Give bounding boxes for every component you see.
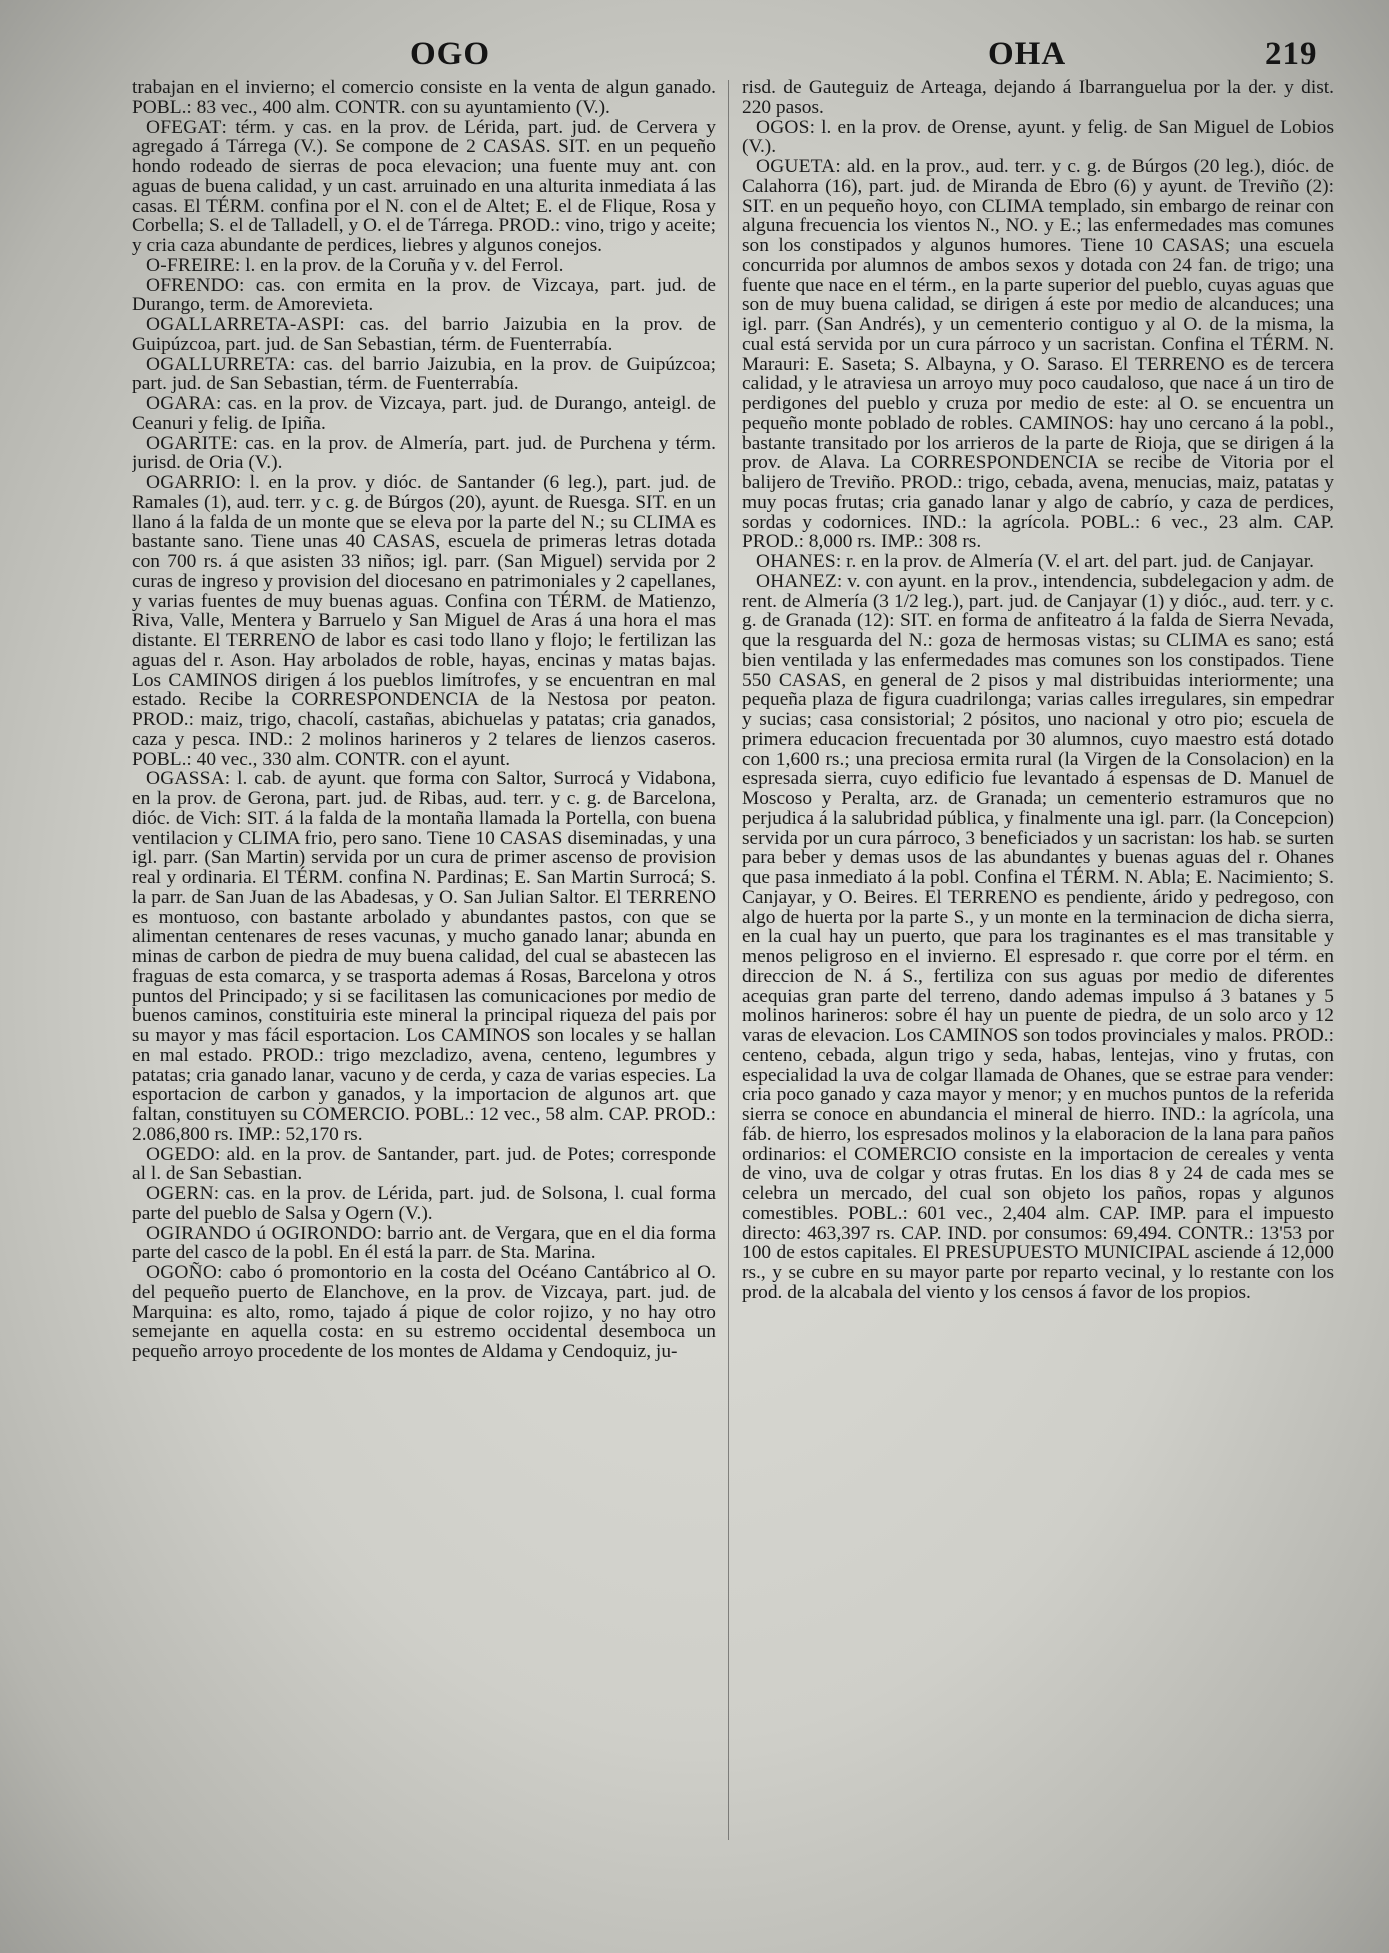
entry-headword: OHANEZ bbox=[756, 570, 837, 592]
entry-headword: OGOS bbox=[756, 116, 810, 138]
entry-text: : barrio ant. de Vergara, que en el dia forma parte del casco de la pobl. En él está la parr. de Sta. Marina. bbox=[132, 1222, 716, 1264]
running-head-right: OHA bbox=[988, 36, 1067, 72]
entry-headword: OGIRANDO ú OGIRONDO bbox=[146, 1222, 377, 1244]
dictionary-entry bbox=[132, 434, 716, 474]
dictionary-entry bbox=[742, 157, 1334, 552]
entry-text: : l. en la prov. de la Coruña y v. del Ferrol. bbox=[234, 254, 564, 276]
entry-headword: O-FREIRE bbox=[146, 254, 235, 276]
entry-text: : cas. con ermita en la prov. de Vizcaya, part. jud. de Durango, term. de Amorevieta. bbox=[132, 274, 716, 316]
entry-text: risd. de Gauteguiz de Arteaga, dejando á Ibarranguelua por la der. y dist. 220 pasos. bbox=[742, 78, 1334, 118]
dictionary-entry bbox=[132, 1224, 716, 1264]
entry-text: : cas. en la prov. de Vizcaya, part. jud. de Durango, anteigl. de Ceanuri y felig. de Ipiña. bbox=[132, 393, 716, 434]
entry-text: : cas. en la prov. de Almería, part. jud. de Purchena y térm. jurisd. de Oria (V.). bbox=[132, 432, 716, 474]
dictionary-entry bbox=[132, 355, 716, 395]
entry-text: : cas. del barrio Jaizubia, en la prov. de Guipúzcoa; part. jud. de San Sebastian, térm. de Fuenterrabía. bbox=[132, 353, 716, 395]
right-column bbox=[742, 78, 1334, 1938]
entry-headword: OGOÑO bbox=[146, 1262, 218, 1283]
dictionary-entry bbox=[132, 276, 716, 316]
entry-text: trabajan en el invierno; el comercio consiste en la venta de algun ganado. POBL.: 83 vec., 400 alm. CONTR. con su ayuntamiento (V.). bbox=[132, 78, 716, 118]
entry-text: : r. en la prov. de Almería (V. el art. del part. jud. de Canjayar. bbox=[835, 551, 1314, 572]
left-column bbox=[132, 78, 716, 1938]
dictionary-entry bbox=[132, 1145, 716, 1185]
entry-text: : cas. del barrio Jaizubia en la prov. de Guipúzcoa, part. jud. de San Sebastian, térm. de Fuenterrabía. bbox=[132, 314, 716, 355]
dictionary-entry bbox=[132, 256, 716, 276]
entry-headword: OGUETA bbox=[756, 156, 836, 177]
dictionary-entry bbox=[132, 394, 716, 434]
entry-headword: OGASSA bbox=[146, 768, 225, 790]
dictionary-entry bbox=[132, 473, 716, 769]
entry-headword: OGARA bbox=[146, 393, 216, 414]
entry-text: : térm. y cas. en la prov. de Lérida, part. jud. de Cervera y agregado á Tárrega (V.). Se compone de 2 CASAS. SIT. en un pequeño hondo rodeado de sierras de poca elevacion; una fuente muy ant. con aguas de buena calidad, y un cast. arruinado en una alturita inmediata á las casas. El TÉRM. confina por el N. con el de Altet; E. el de Flique, Rosa y Corbella; S. el de Talladell, y O. el de Tárrega. PROD.: vino, trigo y aceite; y cria caza abundante de perdices, liebres y algunos conejos. bbox=[132, 116, 716, 256]
entry-text: : cas. en la prov. de Lérida, part. jud. de Solsona, l. cual forma parte del pueblo de Salsa y Ogern (V.). bbox=[132, 1183, 716, 1224]
entry-headword: OFEGAT bbox=[146, 116, 222, 138]
page-number: 219 bbox=[1265, 36, 1318, 72]
dictionary-entry bbox=[132, 1263, 716, 1362]
dictionary-entry bbox=[132, 1184, 716, 1224]
dictionary-entry bbox=[742, 552, 1334, 572]
dictionary-entry bbox=[742, 118, 1334, 158]
continued-entry bbox=[132, 78, 716, 118]
entry-headword: OGARRIO bbox=[146, 472, 236, 493]
dictionary-entry bbox=[742, 572, 1334, 1303]
entry-headword: OGALLURRETA bbox=[146, 353, 290, 375]
continued-entry bbox=[742, 78, 1334, 118]
entry-text: : v. con ayunt. en la prov., intendencia, subdelegacion y adm. de rent. de Almería (3 1/2 leg.), part. jud. de Canjayar (1) y dióc., aud. terr. y c. g. de Granada (12): SIT. en forma de anfiteatro á la falda de Sierra Nevada, que la resguarda del N.: goza de hermosas vistas; su CLIMA es sano; está bien ventilada y las enfermedades mas comunes son los constipados. Tiene 550 CASAS, en general de 2 pisos y mal distribuidas interiormente; una pequeña plaza de figura cuadrilonga; varias calles irregulares, sin empedrar y sucias; casa consistorial; 2 pósitos, uno nacional y otro pio; escuela de primera educacion frecuentada por 30 alumnos, cuyo maestro está dotado con 1,600 rs.; una preciosa ermita rural (la Virgen de la Consolacion) en la espresada sierra, cuyo edificio fue levantado á espensas de D. Manuel de Moscoso y Peralta, arz. de Granada; un cementerio estramuros que no perjudica á la salubridad pública, y finalmente una igl. parr. (la Concepcion) servida por un cura párroco, 3 beneficiados y un sacristan: los hab. se surten para beber y demas usos de las abundantes y buenas aguas del r. Ohanes que pasa inmediato á la pobl. Confina el TÉRM. N. Abla; E. Nacimiento; S. Canjayar, y O. Beires. El TERRENO es pendiente, árido y pedregoso, con algo de huerta por la parte S., y un monte en la terminacion de dicha sierra, en la cual hay un puerto, que para los traginantes es el mas transitable y menos peligroso en el invierno. El espresado r. que corre por el térm. en direccion de N. á S., fertiliza con sus aguas por medio de diferentes acequias gran parte del terreno, dando ademas impulso á 3 batanes y 5 molinos harineros: sobre él hay un puente de piedra, de un solo arco y 12 varas de elevacion. Los CAMINOS son todos provinciales y malos. PROD.: centeno, cebada, algun trigo y seda, habas, lentejas, vino y frutas, con especialidad la uva de colgar llamada de Ohanes, que se estrae para vender: cria poco ganado y caza mayor y menor; y en muchos puntos de la referida sierra se conoce en abundancia el mineral de hierro. IND.: la agrícola, una fáb. de hierro, los espresados molinos y la elaboracion de la lana para paños ordinarios: el COMERCIO consiste en la importacion de cereales y venta de vino, uva de colgar y otras frutas. En los dias 8 y 24 de cada mes se celebra un mercado, del cual son objeto los paños, ropas y algunos comestibles. POBL.: 601 vec., 2,404 alm. CAP. IMP. para el impuesto directo: 463,397 rs. CAP. IND. por consumos: 69,494. CONTR.: 13'53 por 100 de estos capitales. El PRESUPUESTO MUNICIPAL asciende á 12,000 rs., y se cubre en su mayor parte por reparto vecinal, y lo restante con los prod. de la alcabala del viento y los censos á favor de los propios. bbox=[742, 570, 1334, 1303]
dictionary-entry bbox=[132, 315, 716, 355]
column-divider bbox=[728, 80, 729, 1840]
entry-text: : l. en la prov. de Orense, ayunt. y felig. de San Miguel de Lobios (V.). bbox=[742, 116, 1334, 158]
entry-headword: OFRENDO bbox=[146, 274, 239, 296]
entry-headword: OGEDO bbox=[146, 1143, 215, 1165]
running-head-left: OGO bbox=[410, 36, 491, 72]
entry-text: : cabo ó promontorio en la costa del Océano Cantábrico al O. del pequeño puerto de Elanchove, en la prov. de Vizcaya, part. jud. de Marquina: es alto, romo, tajado á pique de color rojizo, y no hay otro semejante en aquella costa: en su estremo occidental desemboca un pequeño arroyo procedente de los montes de Aldama y Cendoquiz, ju- bbox=[132, 1262, 716, 1362]
dictionary-entry bbox=[132, 118, 716, 256]
entry-text: : ald. en la prov., aud. terr. y c. g. de Búrgos (20 leg.), dióc. de Calahorra (16), part. jud. de Miranda de Ebro (6) y ayunt. de Treviño (2): SIT. en un pequeño hoyo, con CLIMA templado, sin embargo de reinar con alguna frecuencia los vientos N., NO. y E.; las enfermedades mas comunes son los constipados y algunos humores. Tiene 10 CASAS; una escuela concurrida por alumnos de ambos sexos y dotada con 24 fan. de trigo; una fuente que nace en el térm., en la parte superior del pueblo, cuyas aguas que son de muy buena calidad, se dirigen á este por medio de alcanduces; una igl. parr. (San Andrés), y un cementerio contiguo y al O. de la misma, la cual está servida por un cura párroco y un sacristan. Confina el TÉRM. N. Marauri: E. Saseta; S. Albayna, y O. Saraso. El TERRENO es de tercera calidad, y le atraviesa un arroyo muy poco caudaloso, que nace á un tiro de perdigones del pueblo y cruza por medio de este: al O. se encuentra un pequeño monte poblado de robles. CAMINOS: hay uno cercano á la pobl., bastante transitado por los arrieros de la parte de Rioja, que se dirigen á la prov. de Alava. La CORRESPONDENCIA se recibe de Vitoria por el balijero de Treviño. PROD.: trigo, cebada, avena, menucias, maiz, patatas y muy pocas frutas; cria ganado lanar y algo de cabrío, y caza de perdices, sordas y codornices. IND.: la agrícola. POBL.: 6 vec., 23 alm. CAP. PROD.: 8,000 rs. IMP.: 308 rs. bbox=[742, 156, 1334, 553]
entry-headword: OHANES bbox=[756, 551, 836, 572]
entry-text: : l. cab. de ayunt. que forma con Saltor, Surrocá y Vidabona, en la prov. de Gerona, part. jud. de Ribas, aud. terr. y c. g. de Barcelona, dióc. de Vich: SIT. á la falda de la montaña llamada la Portella, con buena ventilacion y CLIMA frio, pero sano. Tiene 10 CASAS diseminadas, y una igl. parr. (San Martin) servida por un cura de primer ascenso de provision real y ordinaria. El TÉRM. confina N. Pardinas; E. San Martin Surrocá; S. la parr. de San Juan de las Abadesas, y O. San Julian Saltor. El TERRENO es montuoso, con bastante arbolado y abundantes pastos, con que se alimentan centenares de reses vacunas, y mucho ganado lanar; abunda en minas de carbon de piedra de muy buena calidad, del cual se abastecen las fraguas de esta comarca, y se trasporta ademas á Rosas, Barcelona y otros puntos del Principado; y si se facilitasen las comunicaciones por medio de buenos caminos, constituiria este mineral la principal riqueza del pais por su mayor y mas fácil esportacion. Los CAMINOS son locales y se hallan en mal estado. PROD.: trigo mezcladizo, avena, centeno, legumbres y patatas; cria ganado lanar, vacuno y de cerda, y caza de varias especies. La esportacion de carbon y ganados, y la importacion de algunos art. que faltan, constituyen su COMERCIO. POBL.: 12 vec., 58 alm. CAP. PROD.: 2.086,800 rs. IMP.: 52,170 rs. bbox=[132, 768, 716, 1145]
entry-headword: OGARITE bbox=[146, 432, 233, 454]
entry-text: : ald. en la prov. de Santander, part. jud. de Potes; corresponde al l. de San Sebastian. bbox=[132, 1143, 716, 1185]
dictionary-entry bbox=[132, 769, 716, 1144]
entry-headword: OGALLARRETA-ASPI bbox=[146, 314, 340, 335]
entry-headword: OGERN bbox=[146, 1183, 214, 1204]
entry-text: : l. en la prov. y dióc. de Santander (6 leg.), part. jud. de Ramales (1), aud. terr. y c. g. de Búrgos (20), ayunt. de Ruesga. SIT. en un llano á la falda de un monte que se eleva por la parte del N.; su CLIMA es bastante sano. Tiene unas 40 CASAS, escuela de primeras letras dotada con 700 rs. á que asisten 33 niños; igl. parr. (San Miguel) servida por 2 curas de ingreso y provision del diocesano en patrimoniales y 2 capellanes, y varias fuentes de muy buenas aguas. Confina con TÉRM. de Matienzo, Riva, Valle, Mentera y Barruelo y San Miguel de Aras á una hora el mas distante. El TERRENO de labor es casi todo llano y flojo; le fertilizan las aguas del r. Ason. Hay arbolados de roble, hayas, encinas y matas bajas. Los CAMINOS dirigen á los pueblos limítrofes, y se encuentran en mal estado. Recibe la CORRESPONDENCIA de la Nestosa por peaton. PROD.: maiz, trigo, chacolí, castañas, abichuelas y patatas; cria ganados, caza y pesca. IND.: 2 molinos harineros y 2 telares de lienzos caseros. POBL.: 40 vec., 330 alm. CONTR. con el ayunt. bbox=[132, 472, 716, 770]
